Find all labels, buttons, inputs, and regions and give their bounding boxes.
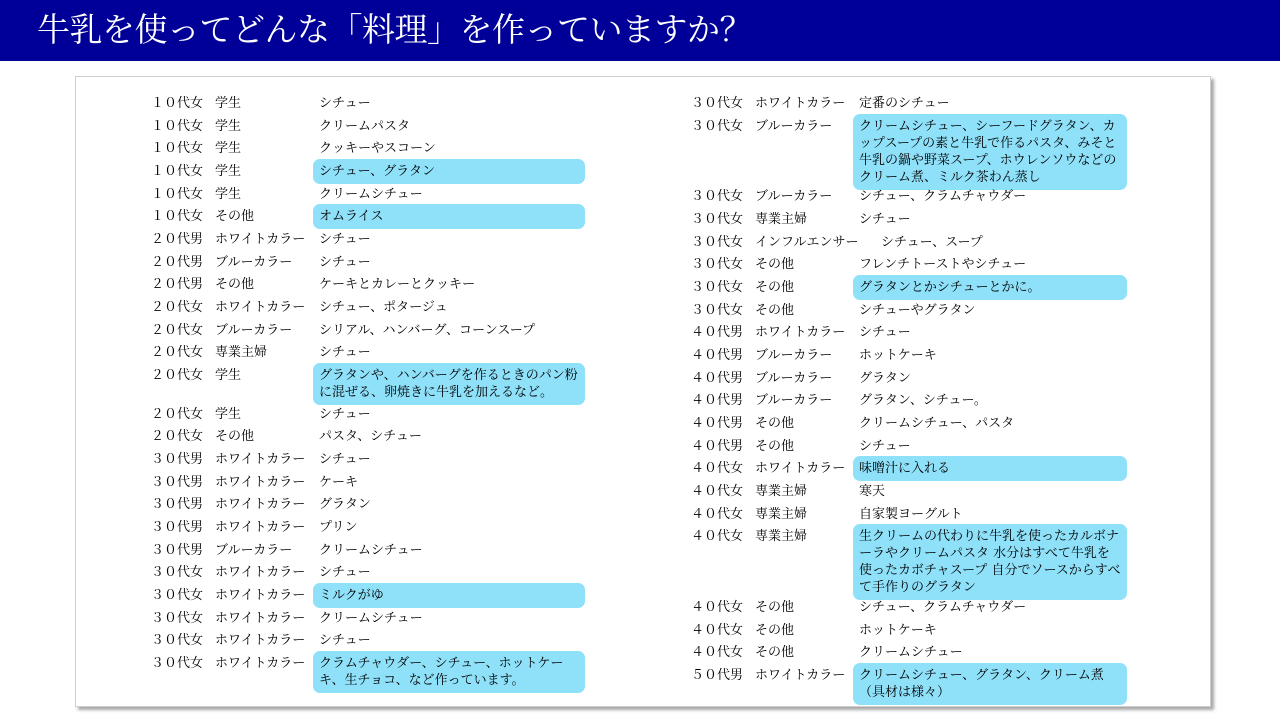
respondent-occupation: 学生 <box>215 407 242 422</box>
dish-answer: グラタン <box>859 371 911 386</box>
dish-answer: オムライス <box>319 209 384 224</box>
respondent-occupation: ホワイトカラー <box>755 461 846 476</box>
title-bar <box>0 0 1280 61</box>
dish-answer: シチュー <box>319 232 371 247</box>
respondent-age-gender: ３０代女 <box>691 189 744 204</box>
dish-answer: シチュー、クラムチャウダー <box>859 600 1027 615</box>
respondent-age-gender: ３０代女 <box>691 280 744 295</box>
dish-answer: グラタン、シチュー。 <box>859 393 987 408</box>
respondent-occupation: その他 <box>215 429 255 444</box>
respondent-occupation: 学生 <box>215 96 242 111</box>
respondent-occupation: その他 <box>755 600 795 615</box>
respondent-occupation: ホワイトカラー <box>215 633 306 648</box>
dish-answer: グラタンとかシチューとかに。 <box>859 280 1041 295</box>
dish-answer: 定番のシチュー <box>859 96 950 111</box>
respondent-age-gender: ２０代男 <box>151 232 204 247</box>
respondent-age-gender: ２０代女 <box>151 323 204 338</box>
respondent-age-gender: ４０代男 <box>691 371 744 386</box>
respondent-occupation: 学生 <box>215 164 242 179</box>
respondent-age-gender: １０代女 <box>151 209 204 224</box>
respondent-occupation: ホワイトカラー <box>215 497 306 512</box>
respondent-occupation: ホワイトカラー <box>755 325 846 340</box>
respondent-occupation: その他 <box>755 623 795 638</box>
dish-answer: シチュー、グラタン <box>319 164 435 179</box>
respondent-occupation: 学生 <box>215 119 242 134</box>
dish-answer: クリームシチュー、パスタ <box>859 416 1015 431</box>
respondent-age-gender: １０代女 <box>151 119 204 134</box>
respondent-age-gender: ３０代女 <box>151 656 204 671</box>
respondent-age-gender: ２０代女 <box>151 368 204 383</box>
respondent-age-gender: ２０代女 <box>151 300 204 315</box>
respondent-age-gender: ３０代女 <box>151 565 204 580</box>
respondent-age-gender: １０代女 <box>151 141 204 156</box>
respondent-age-gender: ４０代女 <box>691 484 744 499</box>
respondent-occupation: ブルーカラー <box>755 348 833 363</box>
dish-answer: クリームシチュー <box>319 187 423 202</box>
respondent-age-gender: ３０代男 <box>151 543 204 558</box>
respondent-occupation: その他 <box>755 416 795 431</box>
dish-answer: クリームシチュー <box>319 611 423 626</box>
dish-answer: シチュー <box>319 407 371 422</box>
dish-answer: シチュー <box>319 345 371 360</box>
respondent-age-gender: ４０代女 <box>691 600 744 615</box>
respondent-age-gender: ２０代女 <box>151 429 204 444</box>
dish-answer: シチュー、スープ <box>881 235 983 250</box>
respondent-occupation: 専業主婦 <box>755 507 808 522</box>
respondent-occupation: その他 <box>755 645 795 660</box>
respondent-age-gender: ３０代男 <box>151 520 204 535</box>
dish-answer: ケーキ <box>319 475 359 490</box>
respondent-occupation: ホワイトカラー <box>215 475 306 490</box>
respondent-age-gender: ３０代女 <box>691 212 744 227</box>
dish-answer: シチュー <box>859 325 911 340</box>
respondent-occupation: ホワイトカラー <box>215 588 306 603</box>
respondent-age-gender: ３０代女 <box>151 611 204 626</box>
respondent-occupation: ブルーカラー <box>755 371 833 386</box>
respondent-age-gender: ３０代男 <box>151 475 204 490</box>
respondent-age-gender: ２０代男 <box>151 255 204 270</box>
respondent-occupation: 専業主婦 <box>755 212 808 227</box>
respondent-age-gender: ５０代男 <box>691 668 744 683</box>
respondent-occupation: ブルーカラー <box>215 543 293 558</box>
respondent-age-gender: ４０代男 <box>691 393 744 408</box>
respondent-age-gender: １０代女 <box>151 164 204 179</box>
respondent-occupation: ホワイトカラー <box>215 300 306 315</box>
dish-answer: ホットケーキ <box>859 623 937 638</box>
dish-answer: シチュー <box>319 633 371 648</box>
respondent-age-gender: ３０代女 <box>691 96 744 111</box>
dish-answer: シチュー <box>859 212 911 227</box>
dish-answer: クラムチャウダー、シチュー、ホットケーキ、生チョコ、など作っています。 <box>319 656 564 688</box>
respondent-occupation: ホワイトカラー <box>215 520 306 535</box>
dish-answer: グラタンや、ハンバーグを作るときのパン粉に混ぜる、卵焼きに牛乳を加えるなど。 <box>319 368 578 400</box>
respondent-age-gender: ４０代男 <box>691 325 744 340</box>
respondent-occupation: その他 <box>755 280 795 295</box>
respondent-age-gender: １０代女 <box>151 187 204 202</box>
respondent-age-gender: ３０代女 <box>151 588 204 603</box>
respondent-age-gender: ４０代女 <box>691 529 744 544</box>
respondent-occupation: 専業主婦 <box>755 529 808 544</box>
dish-answer: シチューやグラタン <box>859 303 976 318</box>
dish-answer: プリン <box>319 520 358 535</box>
respondent-occupation: ホワイトカラー <box>215 656 306 671</box>
respondent-occupation: 専業主婦 <box>755 484 808 499</box>
respondent-age-gender: １０代女 <box>151 96 204 111</box>
respondent-age-gender: ４０代女 <box>691 645 744 660</box>
respondent-occupation: ホワイトカラー <box>215 452 306 467</box>
dish-answer: 自家製ヨーグルト <box>859 507 963 522</box>
respondent-age-gender: ３０代女 <box>151 633 204 648</box>
respondent-age-gender: ４０代女 <box>691 623 744 638</box>
dish-answer: ケーキとカレーとクッキー <box>319 277 476 292</box>
respondent-occupation: ホワイトカラー <box>215 565 306 580</box>
dish-answer: シチュー、クラムチャウダー <box>859 189 1027 204</box>
dish-answer: クリームシチュー <box>319 543 423 558</box>
respondent-age-gender: ３０代女 <box>691 235 744 250</box>
dish-answer: シチュー <box>319 96 371 111</box>
respondent-occupation: その他 <box>215 277 255 292</box>
respondent-age-gender: ２０代女 <box>151 345 204 360</box>
dish-answer: パスタ、シチュー <box>319 429 422 444</box>
respondent-age-gender: ３０代女 <box>691 119 744 134</box>
respondent-occupation: 学生 <box>215 187 242 202</box>
dish-answer: ホットケーキ <box>859 348 937 363</box>
dish-answer: シチュー <box>859 439 911 454</box>
dish-answer: ミルクがゆ <box>319 588 384 603</box>
dish-answer: クリームシチュー、シーフードグラタン、カップスープの素と牛乳で作るパスタ、みそと牛乳の鍋や野菜スープ、ホウレンソウなどのクリーム煮、ミルク茶わん蒸し <box>859 119 1117 185</box>
respondent-age-gender: ３０代女 <box>691 257 744 272</box>
respondent-age-gender: ３０代男 <box>151 452 204 467</box>
respondent-age-gender: ４０代女 <box>691 507 744 522</box>
dish-answer: フレンチトーストやシチュー <box>859 257 1027 272</box>
slide-title: 牛乳を使ってどんな「料理」を作っていますか？ <box>37 10 752 49</box>
respondent-age-gender: ３０代女 <box>691 303 744 318</box>
dish-answer: クリームシチュー <box>859 645 963 660</box>
respondent-occupation: その他 <box>215 209 255 224</box>
dish-answer: シチュー <box>319 565 371 580</box>
respondent-occupation: ホワイトカラー <box>215 232 306 247</box>
dish-answer: シチュー、ポタージュ <box>319 300 448 315</box>
dish-answer: 生クリームの代わりに牛乳を使ったカルボナーラやクリームパスタ 水分はすべて牛乳を使ったカボチャスープ 自分でソースからすべて手作りのグラタン <box>859 529 1121 595</box>
respondent-occupation: インフルエンサー <box>755 235 859 250</box>
respondent-occupation: ブルーカラー <box>215 255 293 270</box>
dish-answer: 寒天 <box>859 484 886 499</box>
respondent-age-gender: ４０代男 <box>691 348 744 363</box>
respondent-age-gender: ４０代男 <box>691 416 744 431</box>
survey-answers-panel <box>75 76 1211 707</box>
respondent-occupation: ホワイトカラー <box>215 611 306 626</box>
respondent-occupation: 専業主婦 <box>215 345 268 360</box>
respondent-occupation: ブルーカラー <box>755 189 833 204</box>
respondent-age-gender: ４０代男 <box>691 439 744 454</box>
respondent-age-gender: ２０代男 <box>151 277 204 292</box>
dish-answer: クッキーやスコーン <box>319 141 436 156</box>
respondent-occupation: その他 <box>755 257 795 272</box>
dish-answer: シリアル、ハンバーグ、コーンスープ <box>319 323 536 338</box>
dish-answer: シチュー <box>319 452 371 467</box>
dish-answer: グラタン <box>319 497 371 512</box>
dish-answer: 味噌汁に入れる <box>859 461 951 476</box>
respondent-occupation: その他 <box>755 439 795 454</box>
dish-answer: シチュー <box>319 255 371 270</box>
dish-answer: クリームパスタ <box>319 119 411 134</box>
respondent-occupation: ブルーカラー <box>755 393 833 408</box>
respondent-age-gender: ４０代女 <box>691 461 744 476</box>
respondent-occupation: ホワイトカラー <box>755 668 846 683</box>
respondent-occupation: ブルーカラー <box>215 323 293 338</box>
respondent-occupation: その他 <box>755 303 795 318</box>
respondent-occupation: ホワイトカラー <box>755 96 846 111</box>
respondent-age-gender: ３０代男 <box>151 497 204 512</box>
respondent-occupation: 学生 <box>215 368 242 383</box>
respondent-occupation: 学生 <box>215 141 242 156</box>
dish-answer: クリームシチュー、グラタン、クリーム煮（具材は様々） <box>859 668 1104 700</box>
respondent-age-gender: ２０代女 <box>151 407 204 422</box>
respondent-occupation: ブルーカラー <box>755 119 833 134</box>
